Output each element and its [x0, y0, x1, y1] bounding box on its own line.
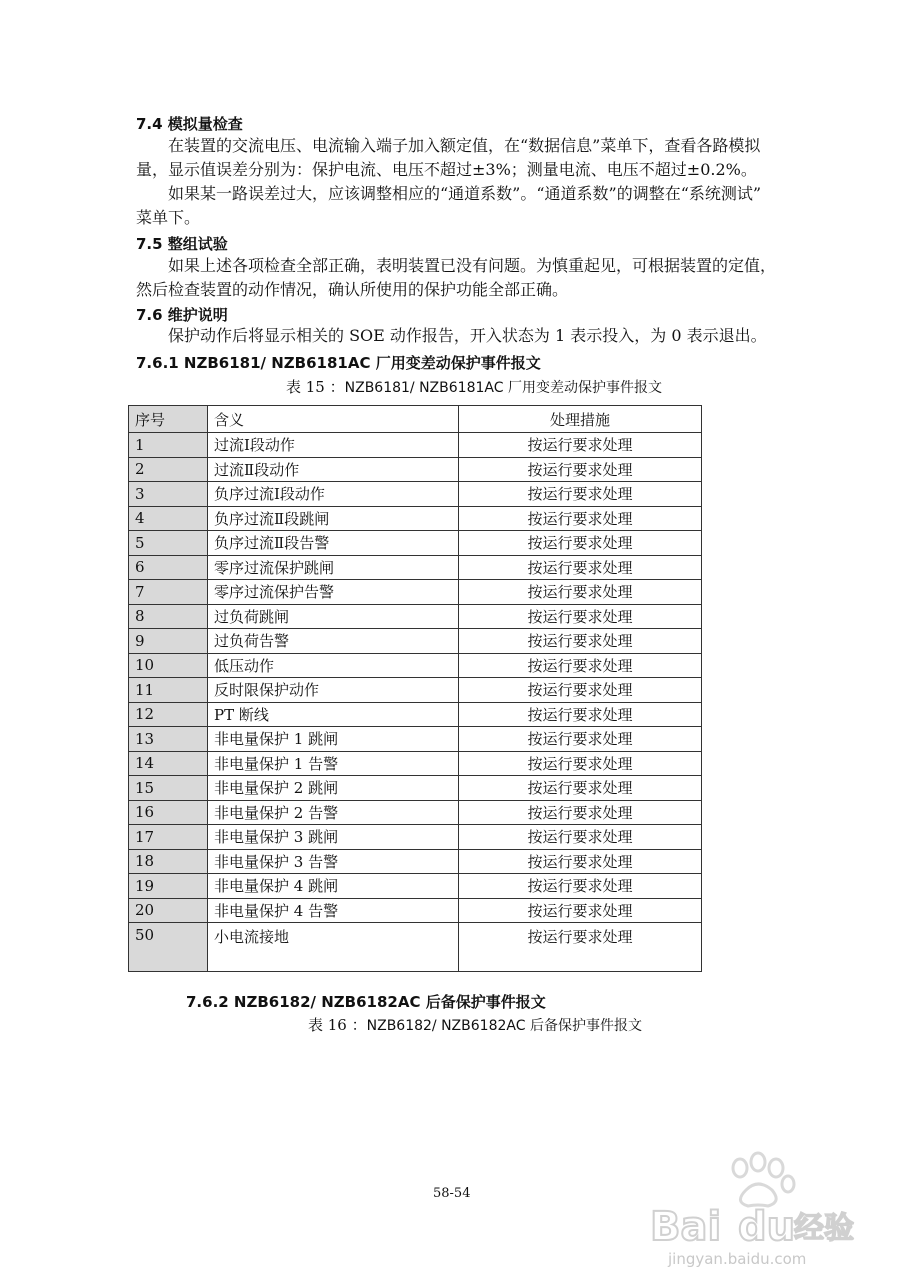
row-meaning: 非电量保护 4 跳闸 [208, 874, 459, 899]
table-row [129, 433, 702, 458]
row-index: 19 [129, 874, 208, 899]
row-index: 20 [129, 898, 208, 923]
table-row [129, 629, 702, 654]
row-index: 6 [129, 555, 208, 580]
col-header-index: 序号 [129, 406, 208, 433]
row-index: 10 [129, 653, 208, 678]
row-action: 按运行要求处理 [459, 604, 702, 629]
row-meaning: 低压动作 [208, 653, 459, 678]
row-action: 按运行要求处理 [459, 898, 702, 923]
row-meaning: 非电量保护 3 跳闸 [208, 825, 459, 850]
svg-text:du: du [738, 1204, 796, 1250]
section-7-4-paragraph-2-cont: 菜单下。 [136, 208, 201, 227]
row-meaning: 非电量保护 2 跳闸 [208, 776, 459, 801]
row-meaning: 负序过流Ⅱ段跳闸 [208, 506, 459, 531]
row-meaning: 非电量保护 2 告警 [208, 800, 459, 825]
table-16-caption-text: NZB6182/ NZB6182AC 后备保护事件报文 [366, 1018, 642, 1034]
table-15-caption-prefix: 表 15 ： [286, 378, 345, 396]
table-15-caption-text: NZB6181/ NZB6181AC 厂用变差动保护事件报文 [344, 380, 662, 396]
row-meaning: 非电量保护 1 跳闸 [208, 727, 459, 752]
row-index: 7 [129, 580, 208, 605]
section-7-5-paragraph-1: 如果上述各项检查全部正确，表明装置已没有问题。为慎重起见，可根据装置的定值， [168, 256, 777, 275]
row-index: 4 [129, 506, 208, 531]
row-action: 按运行要求处理 [459, 923, 702, 972]
table-row [129, 751, 702, 776]
table-row [129, 825, 702, 850]
baidu-jingyan-watermark [648, 1148, 868, 1270]
row-action: 按运行要求处理 [459, 800, 702, 825]
table-row [129, 898, 702, 923]
table-15-caption [286, 376, 662, 397]
section-7-6-1-heading: 7.6.1 NZB6181/ NZB6181AC 厂用变差动保护事件报文 [136, 354, 541, 372]
row-index: 50 [129, 923, 208, 972]
table-row [129, 923, 702, 972]
row-index: 3 [129, 482, 208, 507]
row-index: 11 [129, 678, 208, 703]
row-meaning: 零序过流保护告警 [208, 580, 459, 605]
row-action: 按运行要求处理 [459, 849, 702, 874]
row-action: 按运行要求处理 [459, 482, 702, 507]
svg-text:Bai: Bai [650, 1204, 722, 1250]
row-index: 17 [129, 825, 208, 850]
table-row [129, 482, 702, 507]
row-action: 按运行要求处理 [459, 555, 702, 580]
table-row [129, 555, 702, 580]
svg-text:经验: 经验 [794, 1211, 854, 1246]
table-row [129, 506, 702, 531]
row-action: 按运行要求处理 [459, 874, 702, 899]
section-7-4-paragraph-2: 如果某一路误差过大，应该调整相应的“通道系数”。“通道系数”的调整在“系统测试” [168, 184, 762, 203]
row-meaning: 过流Ⅱ段动作 [208, 457, 459, 482]
table-16-caption [308, 1014, 642, 1035]
row-meaning: 过负荷跳闸 [208, 604, 459, 629]
row-meaning: 过流Ⅰ段动作 [208, 433, 459, 458]
row-action: 按运行要求处理 [459, 678, 702, 703]
section-7-6-2-heading: 7.6.2 NZB6182/ NZB6182AC 后备保护事件报文 [186, 993, 546, 1011]
row-meaning: 非电量保护 1 告警 [208, 751, 459, 776]
row-action: 按运行要求处理 [459, 580, 702, 605]
section-7-5-heading: 7.5 整组试验 [136, 235, 228, 253]
row-meaning: 非电量保护 4 告警 [208, 898, 459, 923]
event-table-15 [128, 405, 702, 972]
table-row [129, 653, 702, 678]
section-7-4-paragraph-1: 在装置的交流电压、电流输入端子加入额定值，在“数据信息”菜单下，查看各路模拟 [168, 136, 761, 155]
row-index: 18 [129, 849, 208, 874]
row-meaning: 小电流接地 [208, 923, 459, 972]
paw-icon [733, 1153, 794, 1206]
row-action: 按运行要求处理 [459, 751, 702, 776]
row-action: 按运行要求处理 [459, 433, 702, 458]
table-row [129, 457, 702, 482]
row-action: 按运行要求处理 [459, 825, 702, 850]
row-action: 按运行要求处理 [459, 457, 702, 482]
table-row [129, 580, 702, 605]
row-action: 按运行要求处理 [459, 702, 702, 727]
col-header-action: 处理措施 [459, 406, 702, 433]
row-meaning: 负序过流Ⅰ段动作 [208, 482, 459, 507]
row-index: 12 [129, 702, 208, 727]
table-row [129, 776, 702, 801]
col-header-meaning: 含义 [208, 406, 459, 433]
row-index: 9 [129, 629, 208, 654]
section-7-5-paragraph-1-cont: 然后检查装置的动作情况，确认所使用的保护功能全部正确。 [136, 280, 569, 299]
row-index: 16 [129, 800, 208, 825]
table-row [129, 874, 702, 899]
row-meaning: 零序过流保护跳闸 [208, 555, 459, 580]
table-16-caption-prefix: 表 16 ： [308, 1016, 367, 1034]
svg-text:jingyan.baidu.com: jingyan.baidu.com [668, 1250, 807, 1268]
row-action: 按运行要求处理 [459, 629, 702, 654]
table-row [129, 727, 702, 752]
row-meaning: 过负荷告警 [208, 629, 459, 654]
row-meaning: PT 断线 [208, 702, 459, 727]
row-index: 14 [129, 751, 208, 776]
row-action: 按运行要求处理 [459, 506, 702, 531]
row-meaning: 负序过流Ⅱ段告警 [208, 531, 459, 556]
section-7-6-heading: 7.6 维护说明 [136, 306, 228, 324]
row-action: 按运行要求处理 [459, 653, 702, 678]
table-header-row [129, 406, 702, 433]
row-index: 2 [129, 457, 208, 482]
row-index: 8 [129, 604, 208, 629]
row-action: 按运行要求处理 [459, 531, 702, 556]
row-meaning: 非电量保护 3 告警 [208, 849, 459, 874]
section-7-4-paragraph-1-cont: 量，显示值误差分别为：保护电流、电压不超过±3%；测量电流、电压不超过±0.2%。 [136, 160, 757, 179]
table-row [129, 531, 702, 556]
table-row [129, 800, 702, 825]
row-action: 按运行要求处理 [459, 776, 702, 801]
table-row [129, 849, 702, 874]
table-row [129, 604, 702, 629]
page-number: 58-54 [433, 1186, 471, 1201]
section-7-6-paragraph-1: 保护动作后将显示相关的 SOE 动作报告，开入状态为 1 表示投入，为 0 表示退出。 [168, 326, 767, 345]
row-meaning: 反时限保护动作 [208, 678, 459, 703]
row-action: 按运行要求处理 [459, 727, 702, 752]
row-index: 13 [129, 727, 208, 752]
row-index: 15 [129, 776, 208, 801]
row-index: 5 [129, 531, 208, 556]
section-7-4-heading: 7.4 模拟量检查 [136, 115, 243, 133]
row-index: 1 [129, 433, 208, 458]
table-row [129, 678, 702, 703]
table-row [129, 702, 702, 727]
